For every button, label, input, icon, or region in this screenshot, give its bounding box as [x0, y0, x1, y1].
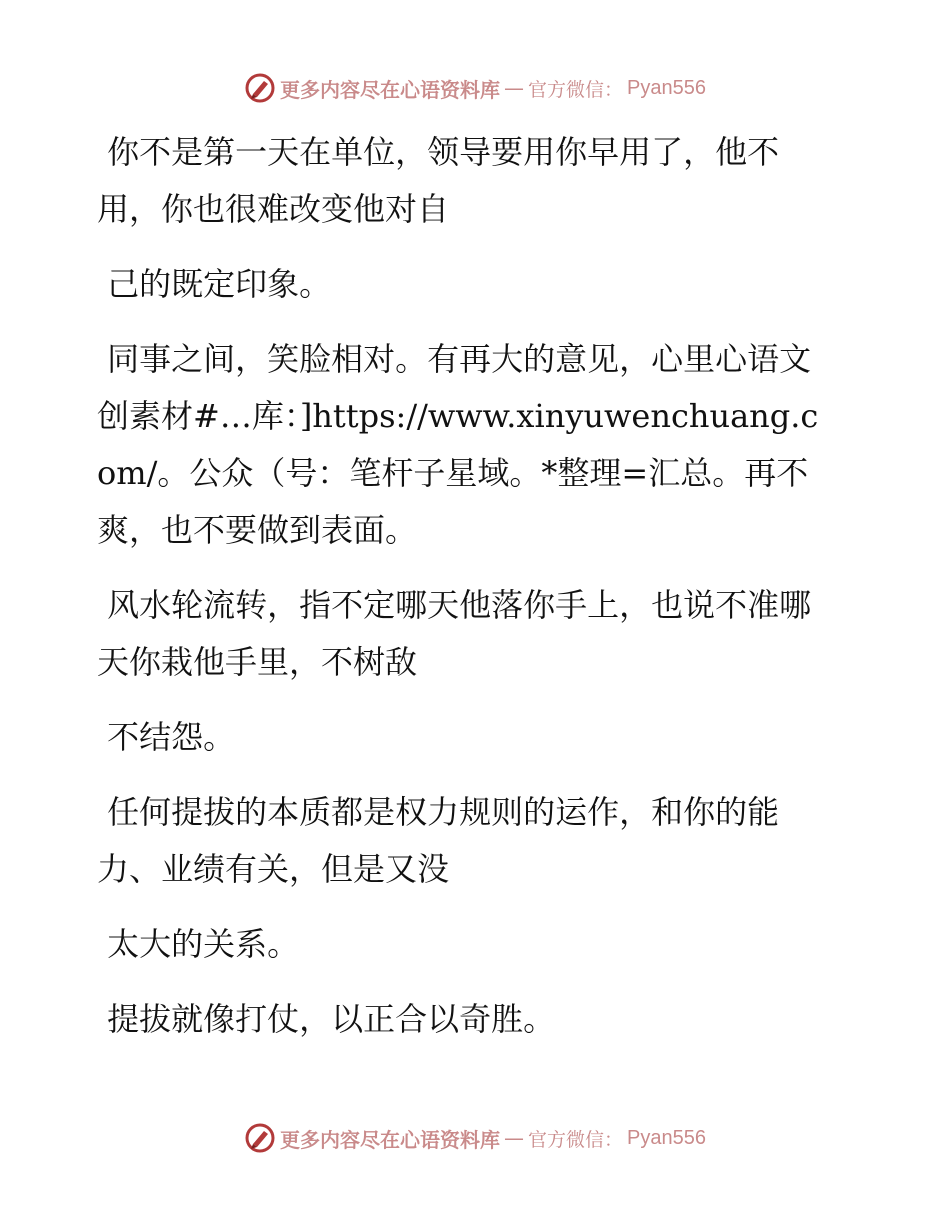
footer-banner-text: 更多内容尽在心语资料库 [280, 1127, 500, 1152]
paragraph-1: 你不是第一天在单位，领导要用你早用了，他不用，你也很难改变他对自 [97, 133, 780, 228]
paragraph-8: 提拔就像打仗，以正合以奇胜。 [97, 1000, 556, 1038]
footer-wechat-label: 官方微信： [528, 1128, 624, 1151]
header-wechat-label: 官方微信： [528, 78, 624, 101]
pen-logo-icon [244, 1122, 276, 1154]
footer-banner-inner [244, 1122, 706, 1154]
footer-banner-dash: — [504, 1126, 524, 1150]
header-banner-text: 更多内容尽在心语资料库 [280, 77, 500, 102]
header-banner-inner [244, 72, 706, 104]
paragraph-7: 太大的关系。 [97, 925, 300, 963]
footer-banner [0, 1122, 950, 1154]
paragraph-6: 任何提拔的本质都是权力规则的运作，和你的能力、业绩有关，但是又没 [97, 793, 780, 888]
footer-wechat-id: Pyan556 [627, 1126, 706, 1149]
paragraph-4: 风水轮流转，指不定哪天他落你手上，也说不准哪天你栽他手里，不树敌 [97, 586, 812, 681]
document-body [97, 124, 837, 1066]
header-banner [0, 72, 950, 104]
header-wechat-id: Pyan556 [627, 76, 706, 99]
header-banner-dash: — [504, 76, 524, 100]
pen-logo-icon [244, 72, 276, 104]
paragraph-3: 同事之间，笑脸相对。有再大的意见，心里心语文创素材#…库：]https://www.xinyuwenchuang.com/。公众（号：笔杆子星域。*整理=汇总。再不爽，也不要做到表面。 [97, 340, 819, 549]
paragraph-2: 己的既定印象。 [97, 265, 332, 303]
paragraph-5: 不结怨。 [97, 718, 236, 756]
